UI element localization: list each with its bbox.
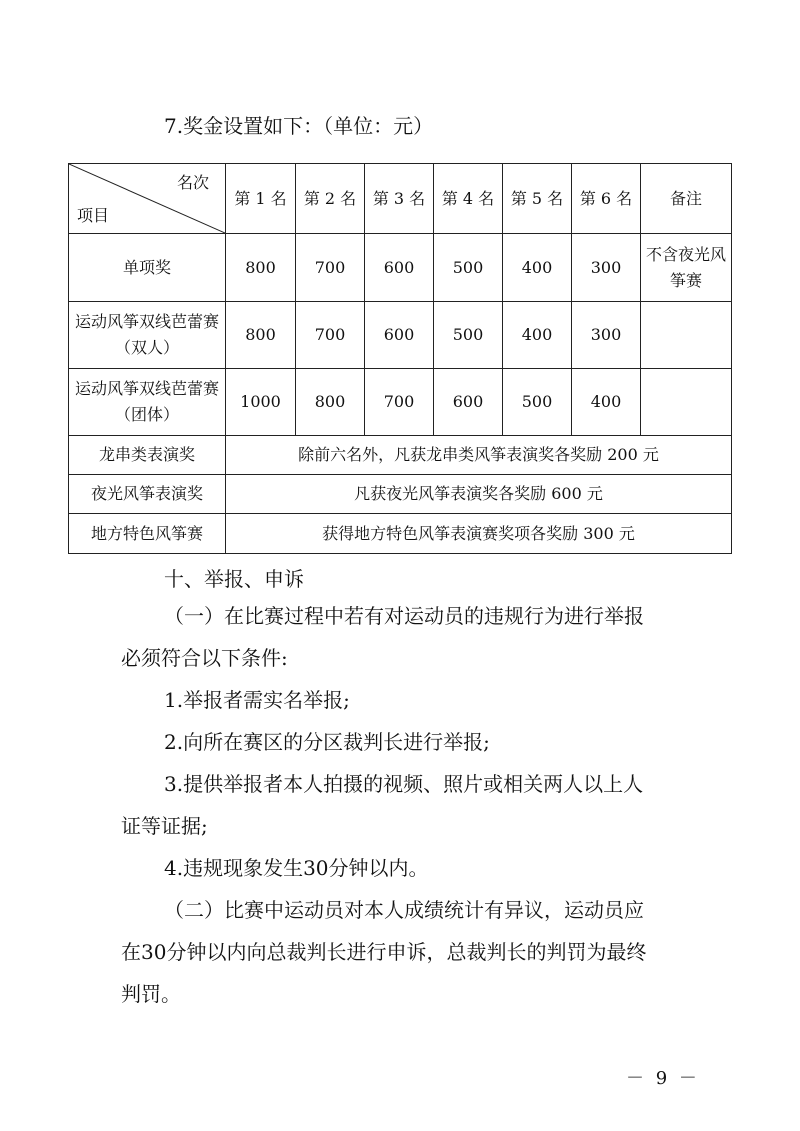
prize-value-cell: 800 (296, 369, 365, 436)
prize-intro: 7.奖金设置如下：（单位：元） (164, 114, 434, 138)
diagonal-header-cell (69, 164, 226, 234)
note-cell: 不含夜光风筝赛 (641, 234, 732, 302)
section-title: 十、举报、申诉 (164, 567, 304, 591)
prize-value-cell: 1000 (226, 369, 296, 436)
condition-item: 2.向所在赛区的分区裁判长进行举报; (164, 730, 490, 754)
prize-table (68, 163, 732, 554)
note-cell (641, 302, 732, 369)
prize-value-cell: 800 (226, 234, 296, 302)
prize-value-cell: 800 (226, 302, 296, 369)
prize-value-cell: 500 (434, 302, 503, 369)
table-row (69, 514, 732, 554)
condition-item: 3.提供举报者本人拍摄的视频、照片或相关两人以上人 (164, 772, 644, 796)
table-header-row (69, 164, 732, 234)
row-item-cell: 夜光风筝表演奖 (69, 475, 226, 514)
merged-reward-cell: 凡获夜光风筝表演奖各奖励 600 元 (226, 475, 732, 514)
prize-value-cell: 600 (365, 302, 434, 369)
row-item-cell: 龙串类表演奖 (69, 436, 226, 475)
prize-value-cell: 700 (365, 369, 434, 436)
prize-value-cell: 400 (572, 369, 641, 436)
prize-value-cell: 500 (503, 369, 572, 436)
table-row (69, 302, 732, 369)
condition-item: 1.举报者需实名举报; (164, 688, 350, 712)
paragraph-line: 在30分钟以内向总裁判长进行申诉，总裁判长的判罚为最终 (121, 940, 647, 964)
column-header: 备注 (641, 164, 732, 234)
prize-value-cell: 400 (503, 302, 572, 369)
prize-value-cell: 500 (434, 234, 503, 302)
prize-value-cell: 700 (296, 234, 365, 302)
rank-header-label: 名次 (176, 173, 209, 192)
row-item-cell: 单项奖 (69, 234, 226, 302)
table-row (69, 475, 732, 514)
prize-value-cell: 300 (572, 234, 641, 302)
prize-value-cell: 300 (572, 302, 641, 369)
paragraph-line: （二）比赛中运动员对本人成绩统计有异议，运动员应 (164, 898, 644, 922)
prize-value-cell: 600 (365, 234, 434, 302)
paragraph-line: （一）在比赛过程中若有对运动员的违规行为进行举报 (164, 604, 644, 628)
prize-value-cell: 600 (434, 369, 503, 436)
column-header: 第 1 名 (226, 164, 296, 234)
paragraph-line: 必须符合以下条件: (121, 646, 288, 670)
note-cell (641, 369, 732, 436)
paragraph-line: 证等证据; (121, 814, 208, 838)
table-row (69, 234, 732, 302)
prize-value-cell: 400 (503, 234, 572, 302)
column-header: 第 2 名 (296, 164, 365, 234)
table-row (69, 436, 732, 475)
paragraph-line: 判罚。 (121, 982, 181, 1006)
column-header: 第 4 名 (434, 164, 503, 234)
merged-reward-cell: 除前六名外，凡获龙串类风筝表演奖各奖励 200 元 (226, 436, 732, 475)
merged-reward-cell: 获得地方特色风筝表演赛奖项各奖励 300 元 (226, 514, 732, 554)
row-item-cell: 运动风筝双线芭蕾赛（团体） (69, 369, 226, 436)
row-item-cell: 运动风筝双线芭蕾赛（双人） (69, 302, 226, 369)
item-header-label: 项目 (77, 206, 110, 225)
column-header: 第 3 名 (365, 164, 434, 234)
column-header: 第 5 名 (503, 164, 572, 234)
row-item-cell: 地方特色风筝赛 (69, 514, 226, 554)
page-number: － 9 － (626, 1068, 700, 1089)
table-row (69, 369, 732, 436)
condition-item: 4.违规现象发生30分钟以内。 (164, 856, 429, 880)
column-header: 第 6 名 (572, 164, 641, 234)
prize-value-cell: 700 (296, 302, 365, 369)
